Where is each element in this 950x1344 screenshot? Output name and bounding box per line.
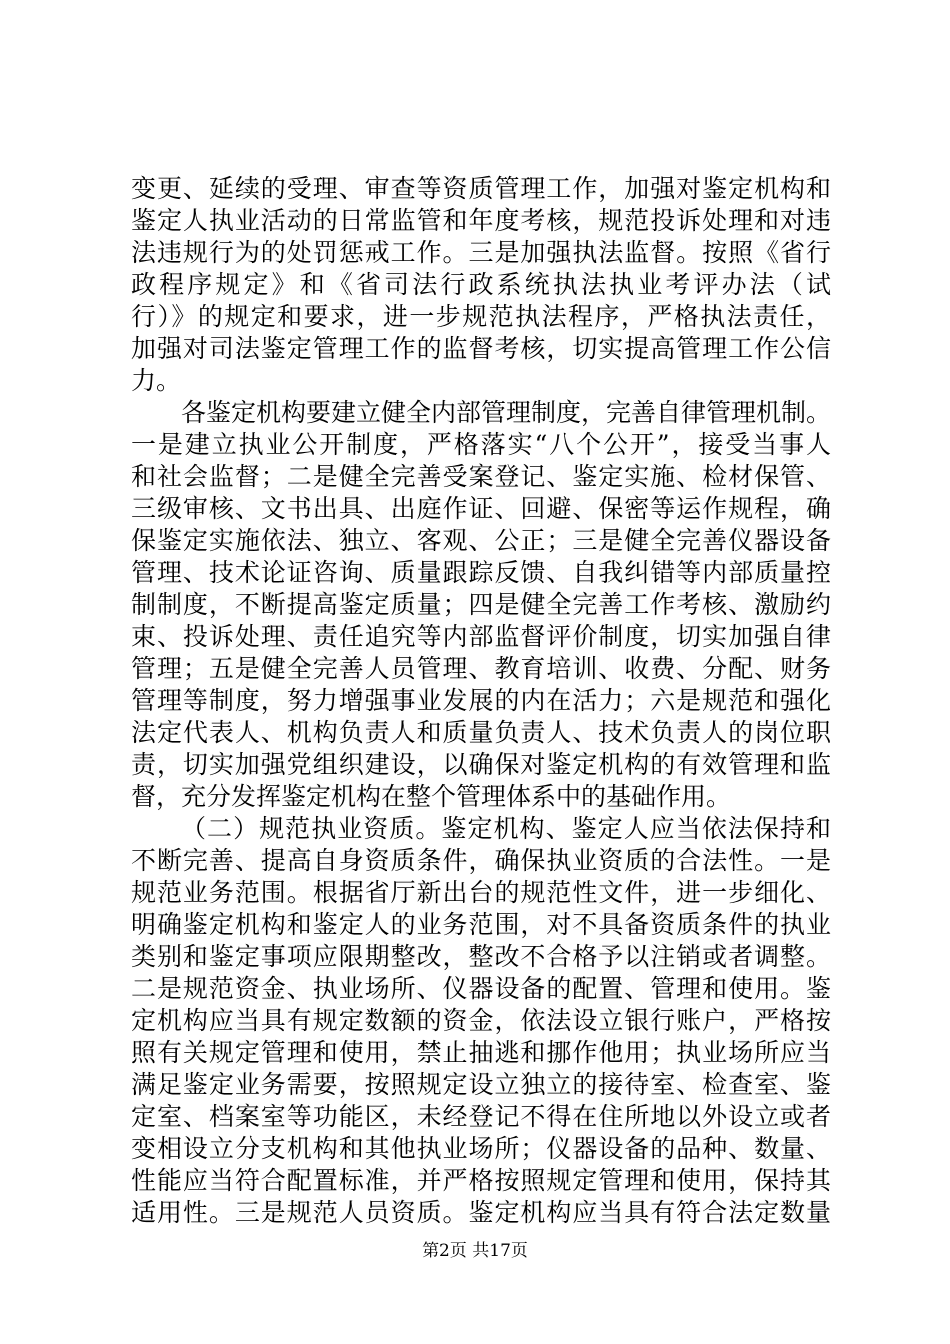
page-number-footer: 第2页 共17页 xyxy=(422,1241,528,1261)
text-line: 性能应当符合配置标准，并严格按照规定管理和使用，保持其 xyxy=(131,1166,831,1195)
text-line: 类别和鉴定事项应限期整改，整改不合格予以注销或者调整。 xyxy=(131,942,831,971)
text-line: 适用性。三是规范人员资质。鉴定机构应当具有符合法定数量 xyxy=(131,1198,831,1227)
document-body xyxy=(131,173,831,1229)
text-line: 行）》的规定和要求，进一步规范执法程序，严格执法责任， xyxy=(131,302,831,331)
text-line: 加强对司法鉴定管理工作的监督考核，切实提高管理工作公信 xyxy=(131,334,831,363)
text-line: 一是建立执业公开制度，严格落实“八个公开”，接受当事人 xyxy=(131,430,831,459)
text-line: 管理；五是健全完善人员管理、教育培训、收费、分配、财务 xyxy=(131,654,831,683)
text-line: 力。 xyxy=(131,366,182,395)
text-line: 变更、延续的受理、审查等资质管理工作，加强对鉴定机构和 xyxy=(131,174,831,203)
text-line: 明确鉴定机构和鉴定人的业务范围，对不具备资质条件的执业 xyxy=(131,910,831,939)
section-heading-line: （二）规范执业资质。鉴定机构、鉴定人应当依法保持和 xyxy=(181,814,831,843)
text-line: 制制度，不断提高鉴定质量；四是健全完善工作考核、激励约 xyxy=(131,590,831,619)
text-line: 照有关规定管理和使用，禁止抽逃和挪作他用；执业场所应当 xyxy=(131,1038,831,1067)
text-line: 二是规范资金、执业场所、仪器设备的配置、管理和使用。鉴 xyxy=(131,974,831,1003)
text-line: 不断完善、提高自身资质条件，确保执业资质的合法性。一是 xyxy=(131,846,831,875)
text-line: 法定代表人、机构负责人和质量负责人、技术负责人的岗位职 xyxy=(131,718,831,747)
text-line: 束、投诉处理、责任追究等内部监督评价制度，切实加强自律 xyxy=(131,622,831,651)
text-line: 规范业务范围。根据省厅新出台的规范性文件，进一步细化、 xyxy=(131,878,831,907)
text-line: 定机构应当具有规定数额的资金，依法设立银行账户，严格按 xyxy=(131,1006,831,1035)
text-line: 变相设立分支机构和其他执业场所；仪器设备的品种、数量、 xyxy=(131,1134,831,1163)
text-line: 法违规行为的处罚惩戒工作。三是加强执法监督。按照《省行 xyxy=(131,238,831,267)
paragraph-first-line: 各鉴定机构要建立健全内部管理制度，完善自律管理机制。 xyxy=(181,398,832,427)
text-line: 定室、档案室等功能区，未经登记不得在住所地以外设立或者 xyxy=(131,1102,831,1131)
text-line: 鉴定人执业活动的日常监管和年度考核，规范投诉处理和对违 xyxy=(131,206,831,235)
text-line: 责，切实加强党组织建设，以确保对鉴定机构的有效管理和监 xyxy=(131,750,831,779)
text-line: 督，充分发挥鉴定机构在整个管理体系中的基础作用。 xyxy=(131,782,732,811)
text-line: 管理、技术论证咨询、质量跟踪反馈、自我纠错等内部质量控 xyxy=(131,558,831,587)
text-line: 和社会监督；二是健全完善受案登记、鉴定实施、检材保管、 xyxy=(131,462,831,491)
text-line: 三级审核、文书出具、出庭作证、回避、保密等运作规程，确 xyxy=(131,494,831,523)
text-line: 政程序规定》和《省司法行政系统执法执业考评办法（试 xyxy=(131,270,831,299)
text-line: 保鉴定实施依法、独立、客观、公正；三是健全完善仪器设备 xyxy=(131,526,831,555)
text-line: 满足鉴定业务需要，按照规定设立独立的接待室、检查室、鉴 xyxy=(131,1070,831,1099)
text-line: 管理等制度，努力增强事业发展的内在活力；六是规范和强化 xyxy=(131,686,831,715)
